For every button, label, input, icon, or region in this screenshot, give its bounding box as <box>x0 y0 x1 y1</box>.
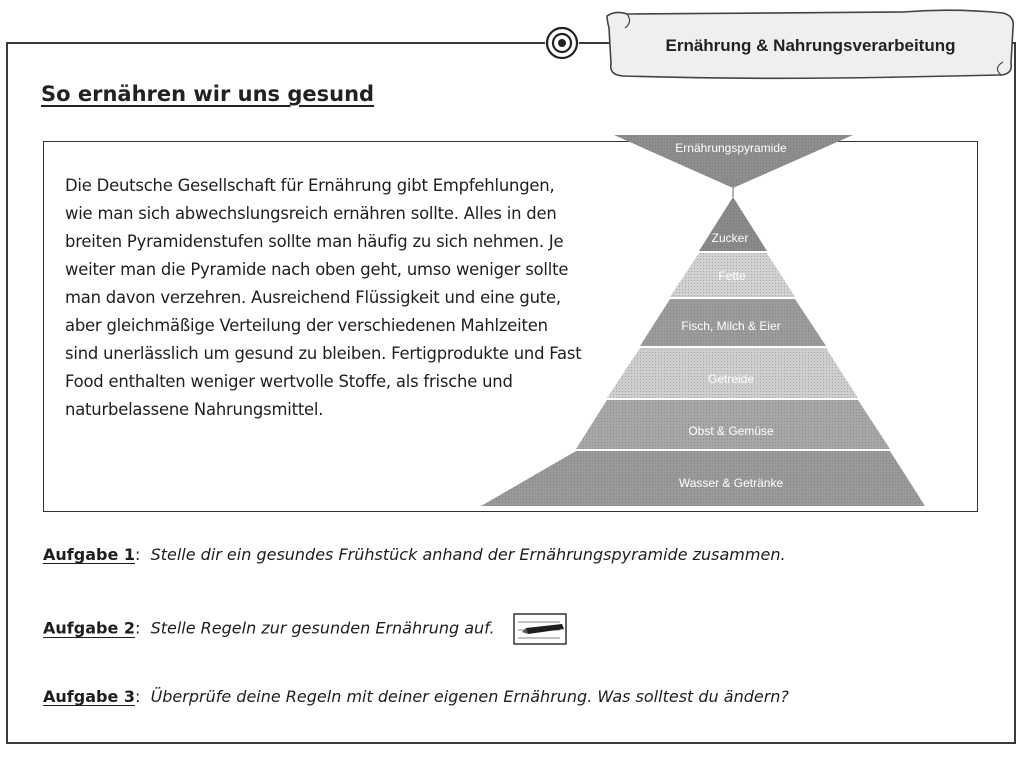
intro-text: Die Deutsche Gesellschaft für Ernährung gibt Empfehlungen, wie man sich abwechslungsreich ernähren sollte. Alles in den breiten Pyramidenstufen sollte man häufig zu sich nehmen. Je weiter man die Pyramide nach oben geht, umso weniger sollte man davon verzehren. Ausreichend Flüssigkeit und eine gute, aber gleichmäßige Verteilung der verschiedenen Mahlzeiten sind unerlässlich um gesund zu bleiben. Fertigprodukte und Fast Food enthalten weniger wertvolle Stoffe, als frische und naturbelassene Nahrungsmittel. <box>65 176 582 419</box>
task-1-text: Stelle dir ein gesundes Frühstück anhand der Ernährungspyramide zusammen. <box>150 545 786 564</box>
task-3-label: Aufgabe 3 <box>43 687 135 706</box>
task-2-colon: : <box>135 618 151 638</box>
task-3-colon: : <box>135 687 151 706</box>
pyramid-label-fette: Fette <box>718 269 746 283</box>
banner-title: Ernährung & Nahrungsverarbeitung <box>665 36 956 55</box>
pyramid-label-fisch: Fisch, Milch & Eier <box>681 319 781 333</box>
task-2 <box>43 612 568 646</box>
task-1-label: Aufgabe 1 <box>43 545 135 564</box>
pyramid-label-zucker: Zucker <box>711 231 749 245</box>
writing-tool-icon <box>512 612 568 646</box>
task-3-text: Überprüfe deine Regeln mit deiner eigenen Ernährung. Was solltest du ändern? <box>150 687 789 706</box>
task-1-colon: : <box>135 545 151 564</box>
pyramid-title: Ernährungspyramide <box>675 141 787 155</box>
pyramid-label-wasser: Wasser & Getränke <box>678 476 784 490</box>
page-title: So ernähren wir uns gesund <box>41 82 375 106</box>
task-2-label: Aufgabe 2 <box>43 618 135 638</box>
task-3 <box>43 687 789 706</box>
pyramid-label-getreide: Getreide <box>707 372 755 386</box>
task-2-text: Stelle Regeln zur gesunden Ernährung auf. <box>150 618 495 638</box>
task-1 <box>43 545 786 564</box>
pyramid-label-obst: Obst & Gemüse <box>688 424 774 438</box>
